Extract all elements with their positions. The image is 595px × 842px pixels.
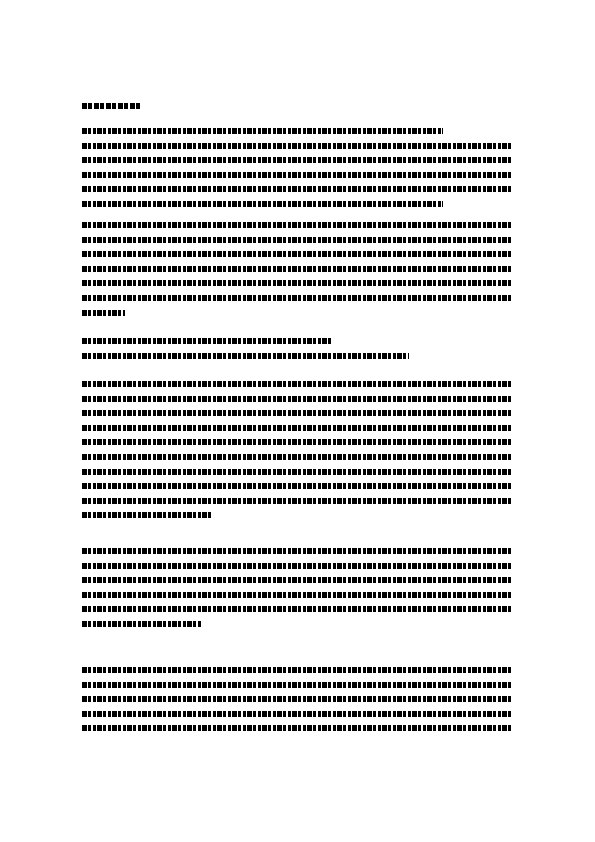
illegible-text-glyphs <box>82 454 512 460</box>
illegible-text-glyphs <box>82 201 443 207</box>
paragraph <box>82 128 512 216</box>
illegible-text-glyphs <box>82 186 512 192</box>
illegible-text-glyphs <box>82 338 331 344</box>
text-line <box>82 157 512 163</box>
text-line <box>82 548 512 554</box>
illegible-text-glyphs <box>82 295 512 301</box>
text-line <box>82 251 512 257</box>
illegible-text-glyphs <box>82 222 512 228</box>
illegible-text-glyphs <box>82 498 512 504</box>
paragraph <box>82 667 512 740</box>
illegible-text-glyphs <box>82 425 512 431</box>
text-line <box>82 439 512 445</box>
illegible-text-glyphs <box>82 512 211 518</box>
text-line <box>82 266 512 272</box>
illegible-text-glyphs <box>82 439 512 445</box>
text-line <box>82 577 512 583</box>
text-line <box>82 454 512 460</box>
text-line <box>82 237 512 243</box>
text-line <box>82 310 512 316</box>
illegible-text-glyphs <box>82 563 512 569</box>
illegible-text-glyphs <box>82 172 512 178</box>
text-line <box>82 696 512 702</box>
paragraph <box>82 548 512 636</box>
text-line <box>82 425 512 431</box>
text-line <box>82 483 512 489</box>
illegible-text-glyphs <box>82 469 512 475</box>
illegible-text-glyphs <box>82 682 512 688</box>
illegible-text-glyphs <box>82 621 202 627</box>
text-line <box>82 280 512 286</box>
text-line <box>82 295 512 301</box>
text-line <box>82 353 512 359</box>
illegible-text-glyphs <box>82 696 512 702</box>
text-line <box>82 128 512 134</box>
illegible-text-glyphs <box>82 396 512 402</box>
illegible-text-glyphs <box>82 483 512 489</box>
text-line <box>82 667 512 673</box>
text-line <box>82 201 512 207</box>
illegible-text-glyphs <box>82 128 443 134</box>
text-line <box>82 563 512 569</box>
text-line <box>82 186 512 192</box>
text-line <box>82 498 512 504</box>
illegible-text-glyphs <box>82 280 512 286</box>
illegible-text-glyphs <box>82 548 512 554</box>
illegible-text-glyphs <box>82 310 125 316</box>
illegible-text-glyphs <box>82 577 512 583</box>
illegible-text-glyphs <box>82 725 512 731</box>
text-line <box>82 682 512 688</box>
text-line <box>82 592 512 598</box>
text-line <box>82 469 512 475</box>
text-line <box>82 143 512 149</box>
illegible-text-glyphs <box>82 266 512 272</box>
text-line <box>82 725 512 731</box>
illegible-text-glyphs <box>82 157 512 163</box>
illegible-text-glyphs <box>82 410 512 416</box>
section-heading <box>82 103 142 109</box>
paragraph <box>82 381 512 527</box>
illegible-text-glyphs <box>82 143 512 149</box>
text-line <box>82 338 512 344</box>
illegible-text-glyphs <box>82 237 512 243</box>
text-line <box>82 621 512 627</box>
text-line <box>82 606 512 612</box>
text-line <box>82 410 512 416</box>
text-line <box>82 172 512 178</box>
illegible-text-glyphs <box>82 667 512 673</box>
illegible-text-glyphs <box>82 381 512 387</box>
text-line <box>82 396 512 402</box>
text-line <box>82 711 512 717</box>
text-line <box>82 381 512 387</box>
illegible-text-glyphs <box>82 353 409 359</box>
text-line <box>82 512 512 518</box>
illegible-text-glyphs <box>82 592 512 598</box>
illegible-text-glyphs <box>82 711 512 717</box>
illegible-text-glyphs <box>82 251 512 257</box>
paragraph <box>82 222 512 324</box>
illegible-text-glyphs <box>82 606 512 612</box>
text-line <box>82 222 512 228</box>
paragraph <box>82 338 512 367</box>
